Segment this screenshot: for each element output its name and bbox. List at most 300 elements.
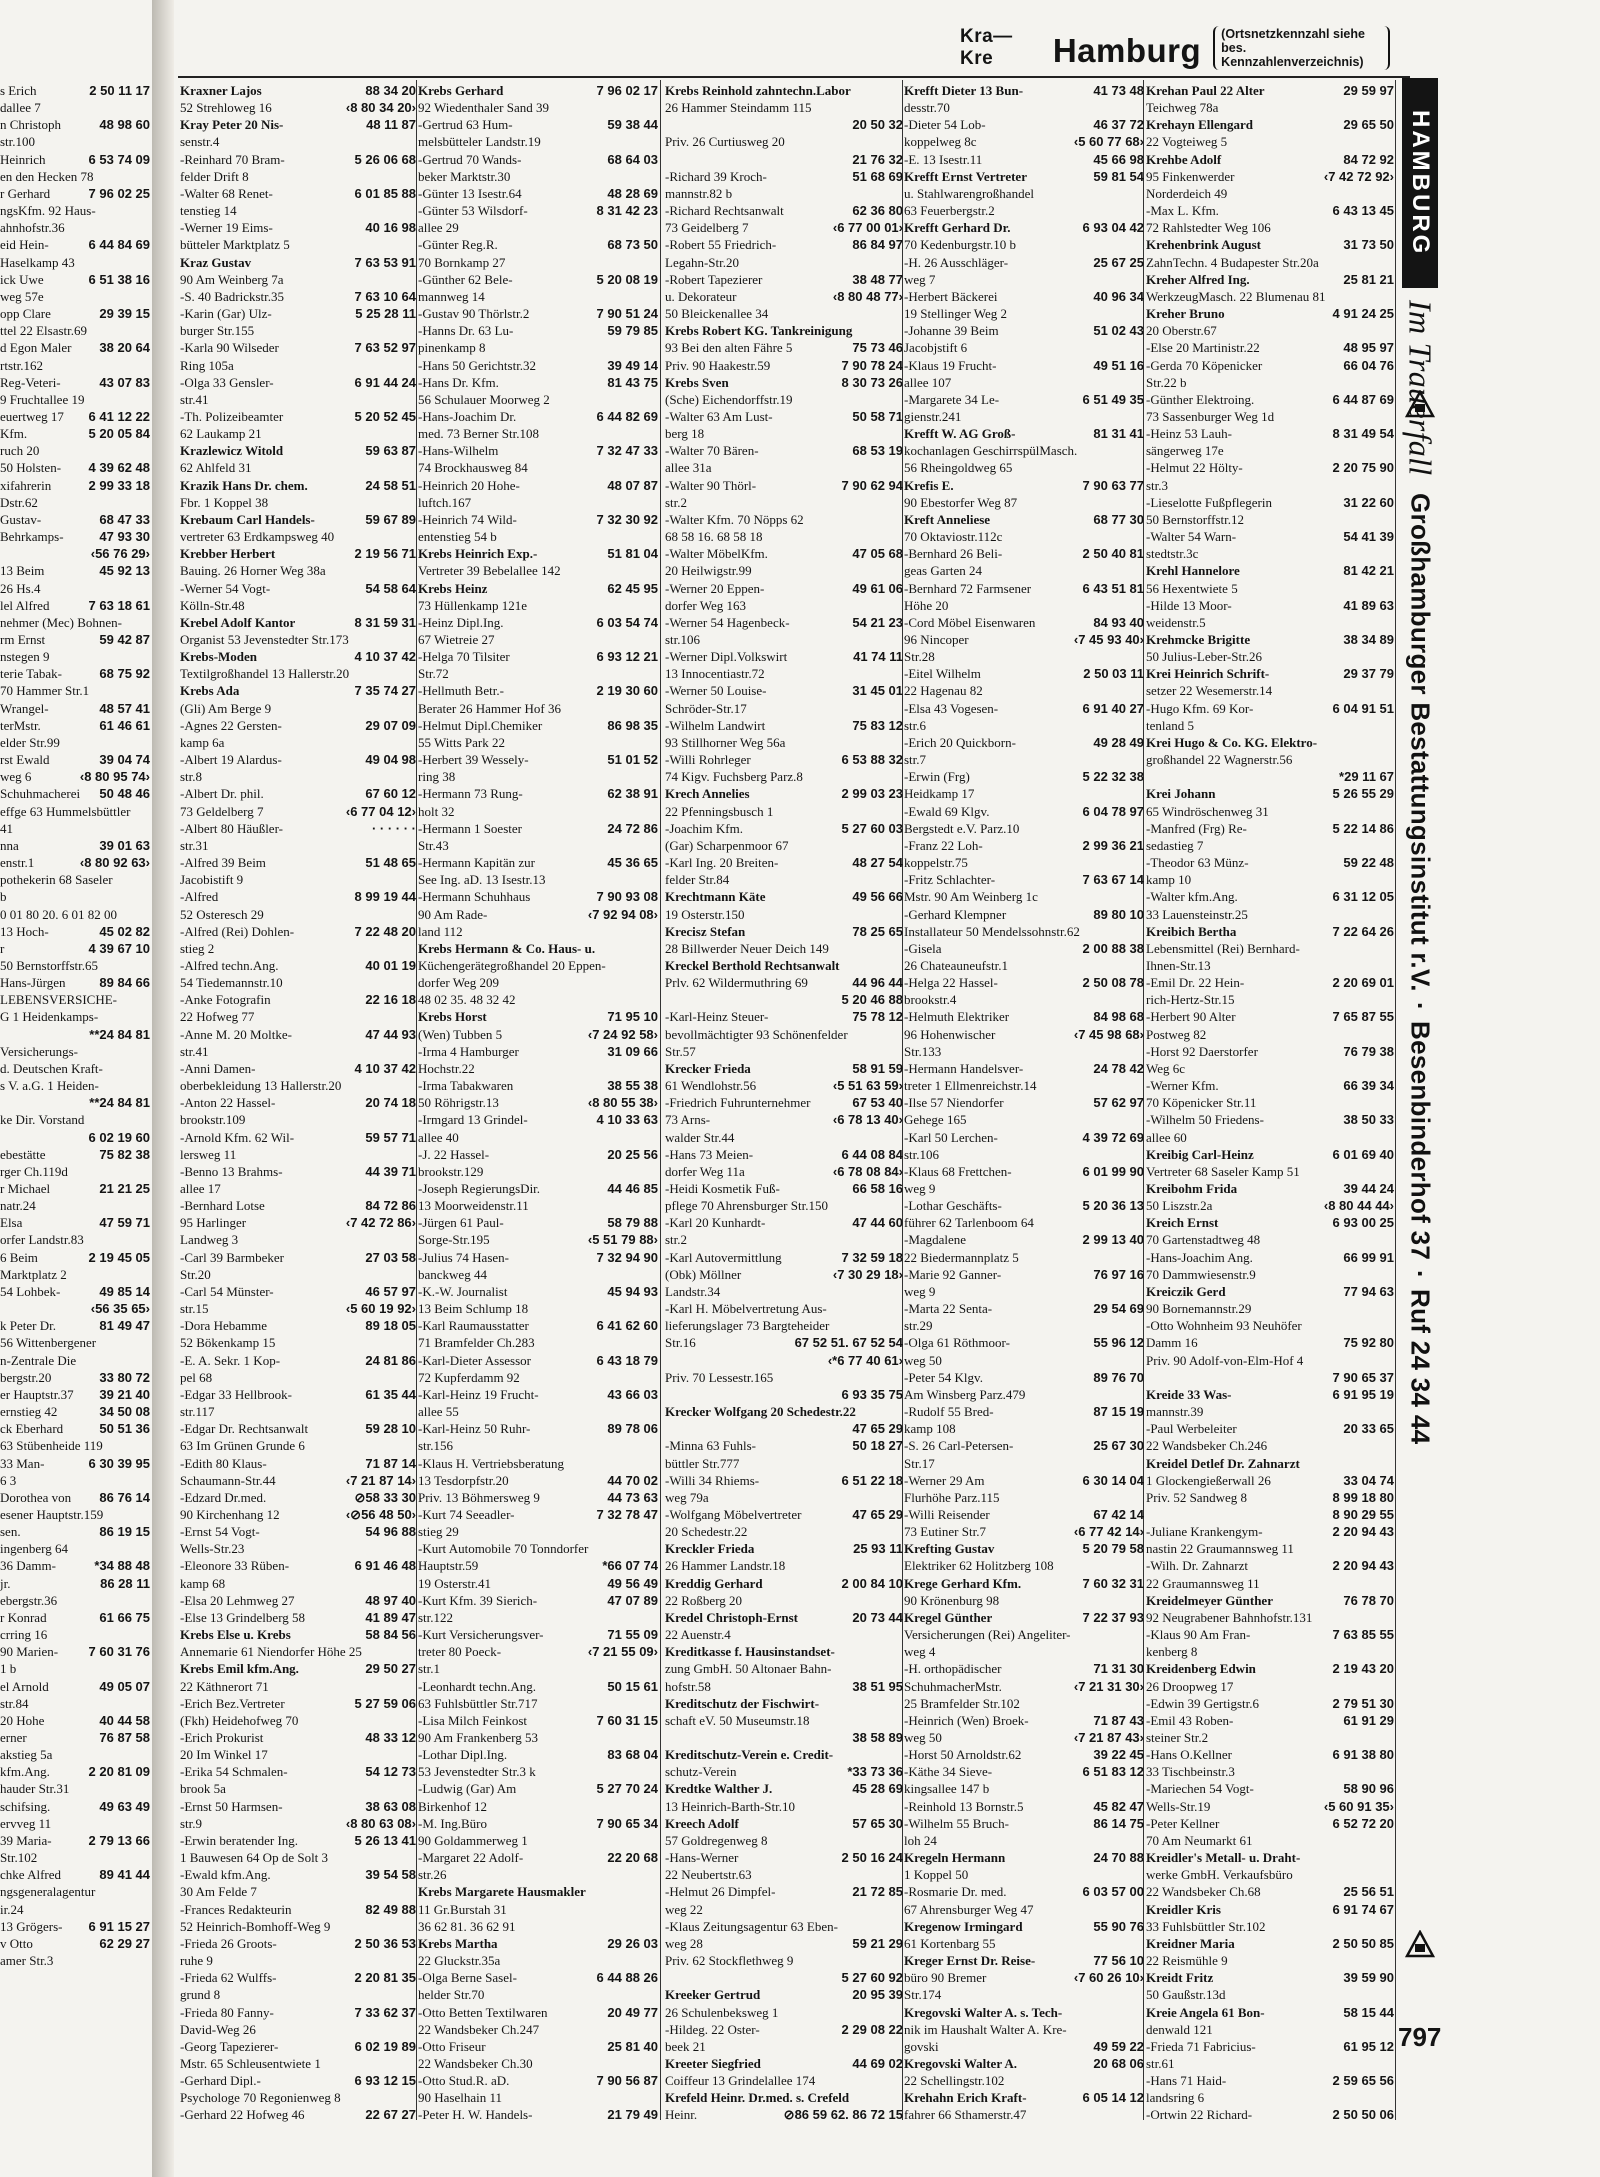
entry-text: Jacobistift 9 [180, 872, 244, 888]
entry-phone: 51 01 52 [607, 752, 658, 768]
entry-text: Krefting Gustav [904, 1541, 995, 1557]
directory-entry [1146, 1506, 1394, 1523]
entry-text: denwald 121 [1146, 2021, 1213, 2037]
entry-text: (Sche) Eichendorffstr.19 [665, 391, 793, 407]
directory-entry [180, 751, 416, 768]
entry-phone: 84 72 86 [365, 1198, 416, 1214]
entry-text: 62 Ahlfeld 31 [180, 460, 252, 476]
directory-entry [904, 1798, 1144, 1815]
directory-entry [1146, 854, 1394, 871]
entry-text: G 1 Heidenkamps- [0, 1009, 99, 1025]
entry-text: s V. a.G. 1 Heiden- [0, 1078, 99, 1094]
entry-phone: 6 91 38 80 [1332, 1747, 1394, 1763]
entry-text: -Kurt Kfm. 39 Sierich- [418, 1592, 538, 1608]
entry-text: ebergstr.36 [0, 1592, 58, 1608]
entry-phone: 81 42 21 [1343, 563, 1394, 579]
entry-phone: 51 68 69 [852, 168, 903, 184]
directory-entry [418, 991, 658, 1008]
directory-entry [665, 1231, 903, 1248]
entry-text: str.8 [180, 769, 203, 785]
entry-phone: 45 28 69 [852, 1781, 903, 1797]
directory-entry [180, 442, 416, 459]
entry-text: -Lieselotte Fußpflegerin [1146, 494, 1272, 510]
entry-phone: 6 02 19 89 [354, 2038, 416, 2054]
entry-text: Str.72 [418, 666, 449, 682]
entry-text: kamp 68 [180, 1575, 226, 1591]
directory-entry [418, 1455, 658, 1472]
entry-text: -Klaus 68 Frettchen- [904, 1163, 1012, 1179]
directory-entry [1146, 2072, 1394, 2089]
directory-entry [904, 2055, 1144, 2072]
entry-text: -Dora Hebamme [180, 1318, 267, 1334]
entry-text: Coiffeur 13 Grindelallee 174 [665, 2073, 816, 2089]
header-rule [178, 76, 1410, 78]
directory-entry [0, 545, 150, 562]
directory-entry [665, 820, 903, 837]
entry-phone: 6 04 91 51 [1332, 700, 1394, 716]
directory-entry [418, 597, 658, 614]
entry-phone: 62 38 91 [607, 786, 658, 802]
entry-phone: 7 63 85 55 [1332, 1627, 1394, 1643]
entry-phone: ‹8 80 63 08› [345, 1815, 416, 1831]
entry-phone: 24 78 42 [1093, 1060, 1144, 1076]
directory-entry [418, 339, 658, 356]
entry-text: 30 Am Felde 7 [180, 1884, 257, 1900]
entry-text: Kreiczik Gerd [1146, 1283, 1226, 1299]
entry-text: -Wilhelm 55 Bruch- [904, 1815, 1009, 1831]
entry-text: -Benno 13 Brahms- [180, 1163, 283, 1179]
entry-phone: 25 67 30 [1093, 1438, 1144, 1454]
directory-entry [0, 1609, 150, 1626]
entry-phone: 6 91 40 27 [1082, 700, 1144, 716]
entry-text: -Hildeg. 22 Oster- [665, 2021, 760, 2037]
entry-phone: 5 20 52 45 [354, 408, 416, 424]
entry-text: 50 Bernstorffstr.12 [1146, 511, 1244, 527]
directory-entry [180, 1918, 416, 1935]
directory-entry [0, 477, 150, 494]
directory-entry [1146, 717, 1394, 734]
directory-entry [418, 1403, 658, 1420]
entry-phone: 58 90 96 [1343, 1781, 1394, 1797]
directory-entry [1146, 785, 1394, 802]
entry-text: -Walter 90 Thörl- [665, 477, 757, 493]
entry-text: gienstr.241 [904, 408, 962, 424]
entry-phone: 39 21 40 [99, 1386, 150, 1402]
entry-text: 70 Köpenicker Str.11 [1146, 1095, 1257, 1111]
directory-entry [180, 1901, 416, 1918]
directory-entry [904, 322, 1144, 339]
entry-phone: 49 59 22 [1093, 2038, 1144, 2054]
entry-phone: 6 93 12 21 [596, 649, 658, 665]
entry-phone: ‹6 77 04 12› [345, 803, 416, 819]
entry-text: -Klaus H. Vertriebsberatung [418, 1455, 564, 1471]
directory-entry [180, 1832, 416, 1849]
entry-text: b [0, 889, 7, 905]
entry-text: -Werner 19 Eims- [180, 220, 273, 236]
directory-entry [180, 991, 416, 1008]
entry-text: 63 Im Grünen Grunde 6 [180, 1438, 305, 1454]
directory-entry [418, 785, 658, 802]
entry-phone: 67 42 14 [1093, 1506, 1144, 1522]
entry-text: nik im Haushalt Walter A. Kre- [904, 2021, 1067, 2037]
entry-phone: 38 51 95 [852, 1678, 903, 1694]
entry-phone: 7 32 30 92 [596, 511, 658, 527]
directory-entry [904, 1952, 1144, 1969]
entry-text: Weg 6c [1146, 1060, 1186, 1076]
entry-text: 70 Dammwiesenstr.9 [1146, 1266, 1256, 1282]
directory-entry [0, 1678, 150, 1695]
directory-entry [1146, 459, 1394, 476]
entry-text: walder Str.44 [665, 1129, 735, 1145]
entry-text: orfer Landstr.83 [0, 1232, 84, 1248]
entry-text: -Helmut 26 Dimpfel- [665, 1884, 776, 1900]
entry-phone: 6 44 84 69 [88, 237, 150, 253]
entry-phone: 51 81 04 [607, 546, 658, 562]
directory-entry [0, 1437, 150, 1454]
entry-phone: 6 44 88 26 [596, 1970, 658, 1986]
entry-phone: ‹7 60 26 10› [1073, 1970, 1144, 1986]
entry-phone: 50 15 61 [607, 1678, 658, 1694]
entry-text: str.41 [180, 391, 209, 407]
directory-entry [180, 1317, 416, 1334]
directory-entry [418, 1111, 658, 1128]
entry-text: 61 Wendlohstr.56 [665, 1078, 757, 1094]
entry-phone: 49 05 07 [99, 1678, 150, 1694]
entry-phone: 48 98 60 [99, 117, 150, 133]
entry-text: -Bernhard 26 Beli- [904, 546, 1003, 562]
directory-entry [904, 1129, 1144, 1146]
entry-text: Kreich Ernst [1146, 1215, 1219, 1231]
entry-phone: 5 25 28 11 [355, 306, 416, 322]
entry-phone: 54 21 23 [852, 614, 903, 630]
entry-phone: 47 93 30 [99, 529, 150, 545]
directory-entry [904, 1986, 1144, 2003]
directory-entry [180, 545, 416, 562]
entry-text: weg 28 [665, 1935, 703, 1951]
entry-text: Kray Peter 20 Nis- [180, 117, 284, 133]
directory-entry [904, 1575, 1144, 1592]
entry-phone: 50 18 27 [852, 1438, 903, 1454]
directory-entry [904, 1883, 1144, 1900]
directory-entry [904, 219, 1144, 236]
entry-phone: 89 76 70 [1093, 1369, 1144, 1385]
directory-entry [1146, 322, 1394, 339]
directory-entry [418, 545, 658, 562]
entry-text: allee 55 [418, 1404, 459, 1420]
directory-entry [418, 1180, 658, 1197]
entry-text: Postweg 82 [1146, 1026, 1207, 1042]
directory-entry [904, 1969, 1144, 1986]
entry-text: 70 Am Neumarkt 61 [1146, 1832, 1253, 1848]
entry-phone: 47 59 71 [99, 1215, 150, 1231]
directory-entry [0, 151, 150, 168]
directory-entry [904, 923, 1144, 940]
entry-phone: 59 21 29 [852, 1935, 903, 1951]
directory-entry [904, 1540, 1144, 1557]
directory-entry [665, 957, 903, 974]
entry-text: Kreidenberg Edwin [1146, 1661, 1256, 1677]
entry-text: brookstr.4 [904, 992, 957, 1008]
entry-phone: 41 89 63 [1343, 597, 1394, 613]
entry-text: -Klaus 19 Frucht- [904, 357, 997, 373]
entry-text: -Ewald 69 Klgv. [904, 803, 990, 819]
directory-column-1 [180, 82, 416, 2122]
entry-text: kingsallee 147 b [904, 1781, 990, 1797]
entry-text: 13 Beim [0, 563, 45, 579]
directory-entry [904, 803, 1144, 820]
directory-entry [1146, 1626, 1394, 1643]
entry-text: Str.22 b [1146, 374, 1187, 390]
entry-text: Str.57 [665, 1043, 696, 1059]
entry-phone: 2 29 08 22 [841, 2021, 903, 2037]
directory-entry [1146, 1026, 1394, 1043]
entry-phone: 81 31 41 [1093, 426, 1144, 442]
directory-entry [180, 957, 416, 974]
directory-entry [1146, 511, 1394, 528]
directory-entry [904, 133, 1144, 150]
directory-entry [418, 1712, 658, 1729]
directory-entry [418, 1866, 658, 1883]
entry-text: 73 Geldelberg 7 [180, 803, 264, 819]
directory-entry [180, 1266, 416, 1283]
entry-phone: 71 55 09 [607, 1627, 658, 1643]
directory-entry [0, 288, 150, 305]
entry-text: -Eitel Wilhelm [904, 666, 981, 682]
entry-text: kamp 6a [180, 734, 225, 750]
directory-entry [904, 442, 1144, 459]
directory-entry [1146, 1489, 1394, 1506]
entry-text: -Jürgen 61 Paul- [418, 1215, 504, 1231]
directory-entry [904, 151, 1144, 168]
directory-entry [1146, 1678, 1394, 1695]
entry-text: Textilgroßhandel 13 Hallerstr.20 [180, 666, 350, 682]
entry-text: rtstr.162 [0, 357, 43, 373]
directory-entry [665, 803, 903, 820]
entry-text: -Elsa 43 Vogesen- [904, 700, 999, 716]
entry-phone: 4 10 37 42 [354, 1060, 416, 1076]
directory-entry [0, 357, 150, 374]
directory-entry [180, 1352, 416, 1369]
entry-phone: 49 56 49 [607, 1575, 658, 1591]
entry-text: -Hanns Dr. 63 Lu- [418, 323, 514, 339]
directory-entry [418, 322, 658, 339]
entry-text: -Helmut Dipl.Chemiker [418, 717, 543, 733]
entry-phone: 5 20 05 84 [88, 426, 150, 442]
entry-text: weg 57e [0, 288, 44, 304]
entry-text: stieg 2 [180, 940, 215, 956]
entry-text: -Willi 34 Rhiems- [665, 1472, 760, 1488]
entry-text: -Horst 92 Daerstorfer [1146, 1043, 1258, 1059]
entry-phone: 58 15 44 [1343, 2004, 1394, 2020]
entry-phone: 21 21 25 [99, 1181, 150, 1196]
entry-phone: 21 76 32 [852, 151, 903, 167]
entry-text: 19 Stellinger Weg 2 [904, 306, 1008, 322]
entry-phone: 2 20 81 09 [88, 1764, 150, 1780]
directory-entry [418, 477, 658, 494]
entry-phone: 62 29 27 [99, 1935, 150, 1951]
entry-text: Ihnen-Str.13 [1146, 957, 1211, 973]
entry-text: ahnhofstr.36 [0, 220, 65, 236]
entry-text: 36 62 81. 36 62 91 [418, 1918, 516, 1934]
entry-text: d Egon Maler [0, 340, 72, 356]
directory-entry [665, 202, 903, 219]
entry-text: 73 Arns- [665, 1112, 711, 1128]
directory-entry [904, 854, 1144, 871]
entry-text: 61 Kortenbarg 55 [904, 1935, 996, 1951]
directory-entry [904, 1849, 1144, 1866]
entry-text: Kreditkasse f. Hausinstandset- [665, 1644, 835, 1660]
funeral-logo-icon [1405, 1930, 1435, 1960]
directory-entry [904, 1506, 1144, 1523]
entry-text: 56 Wittenbergener [0, 1335, 97, 1351]
entry-phone: 61 91 29 [1343, 1712, 1394, 1728]
entry-phone: 6 04 78 97 [1082, 803, 1144, 819]
directory-entry [418, 494, 658, 511]
directory-entry [0, 1420, 150, 1437]
entry-phone: 2 20 94 43 [1332, 1524, 1394, 1540]
directory-entry [1146, 1077, 1394, 1094]
entry-text: -Bernhard Lotse [180, 1198, 265, 1214]
entry-phone: 6 01 69 40 [1332, 1146, 1394, 1162]
entry-text: Psychologe 70 Regonienweg 8 [180, 2090, 341, 2106]
directory-entry [1146, 374, 1394, 391]
directory-entry [0, 1523, 150, 1540]
directory-entry [0, 1369, 150, 1386]
directory-entry [180, 459, 416, 476]
entry-phone: 38 55 38 [607, 1078, 658, 1094]
entry-text: Kregovski Walter A. [904, 2055, 1018, 2071]
directory-entry [1146, 477, 1394, 494]
directory-entry [665, 1798, 903, 1815]
entry-phone: 45 82 47 [1093, 1798, 1144, 1814]
directory-entry [904, 1369, 1144, 1386]
entry-text: allee 107 [904, 374, 952, 390]
directory-entry [1146, 236, 1394, 253]
directory-entry [665, 1832, 903, 1849]
entry-text: hofstr.58 [665, 1678, 711, 1694]
entry-text: s Erich [0, 83, 37, 98]
entry-text: 73 Sassenburger Weg 1d [1146, 408, 1275, 424]
directory-entry [904, 957, 1144, 974]
entry-text: 19 Osterstr.41 [418, 1575, 491, 1591]
directory-entry [665, 597, 903, 614]
entry-phone: 39 44 24 [1343, 1181, 1394, 1196]
entry-phone: 89 41 44 [99, 1867, 150, 1883]
entry-phone: 39 59 90 [1343, 1970, 1394, 1986]
directory-entry [418, 1146, 658, 1163]
directory-entry [665, 219, 903, 236]
entry-text: 22 Wandsbeker Ch.68 [1146, 1884, 1261, 1900]
entry-text: str.84 [0, 1695, 29, 1711]
entry-text: weg 50 [904, 1730, 942, 1745]
directory-entry [665, 923, 903, 940]
entry-text: weg 22 [665, 1901, 703, 1917]
directory-entry [665, 1866, 903, 1883]
entry-text: SchuhmacherMstr. [904, 1678, 1002, 1694]
directory-entry [180, 185, 416, 202]
entry-text: 22 Roßberg 20 [665, 1592, 743, 1608]
entry-text: -Hellmuth Betr.- [418, 683, 504, 699]
entry-text: -Lothar Dipl.Ing. [418, 1747, 508, 1763]
ad-separator: · [1405, 1002, 1436, 1012]
entry-phone: 40 44 58 [99, 1712, 150, 1728]
directory-entry [418, 1592, 658, 1609]
directory-entry [1146, 2021, 1394, 2038]
entry-text: 90 Bornemannstr.29 [1146, 1301, 1252, 1317]
directory-entry [418, 854, 658, 871]
directory-entry [665, 408, 903, 425]
entry-text: Kregeln Hermann [904, 1850, 1006, 1866]
directory-entry [665, 1266, 903, 1283]
entry-phone: 2 50 50 85 [1332, 1935, 1394, 1951]
directory-entry [904, 305, 1144, 322]
directory-entry [180, 1077, 416, 1094]
directory-entry [904, 1815, 1144, 1832]
entry-text: -Hugo Kfm. 69 Kor- [1146, 700, 1254, 716]
directory-entry [0, 1214, 150, 1231]
entry-phone: 4 10 33 63 [596, 1112, 658, 1128]
entry-phone: 39 54 58 [365, 1867, 416, 1883]
entry-text: weg 9 [904, 1181, 936, 1196]
directory-entry [0, 1815, 150, 1832]
directory-entry [418, 1489, 658, 1506]
directory-entry [1146, 871, 1394, 888]
directory-entry [665, 580, 903, 597]
directory-entry [904, 820, 1144, 837]
directory-entry [180, 322, 416, 339]
directory-entry [1146, 597, 1394, 614]
entry-text: -Karl Raumausstatter [418, 1318, 529, 1334]
entry-phone: 57 62 97 [1093, 1095, 1144, 1111]
entry-text: Kreckler Frieda [665, 1541, 755, 1557]
entry-phone: 68 64 03 [607, 151, 658, 167]
entry-text: 22 Graumannsweg 11 [1146, 1575, 1260, 1591]
entry-text: geas Garten 24 [904, 563, 982, 579]
directory-entry [904, 940, 1144, 957]
entry-phone: 46 37 72 [1093, 117, 1144, 133]
directory-entry [665, 1077, 903, 1094]
directory-entry [1146, 494, 1394, 511]
entry-text: 73 Hüllenkamp 121e [418, 597, 528, 613]
entry-phone: 66 99 91 [1343, 1249, 1394, 1265]
directory-entry [1146, 1575, 1394, 1592]
entry-text: str.117 [180, 1404, 215, 1420]
directory-entry [665, 1043, 903, 1060]
entry-text: loh 24 [904, 1832, 937, 1848]
entry-text: 26 Droopweg 17 [1146, 1678, 1234, 1694]
entry-phone: 71 31 30 [1093, 1661, 1144, 1677]
entry-phone: 57 65 30 [852, 1815, 903, 1831]
entry-phone: ‹7 42 72 86› [345, 1215, 416, 1231]
entry-text: esener Hauptstr.159 [0, 1506, 104, 1522]
ad-script-text: Im Trauerfall [1402, 300, 1439, 476]
directory-entry [0, 991, 150, 1008]
page-header [960, 24, 1390, 70]
entry-text: chke Alfred [0, 1867, 62, 1883]
entry-text: -Edwin 39 Gertigstr.6 [1146, 1695, 1260, 1711]
directory-entry [0, 803, 150, 820]
entry-phone: 76 97 16 [1093, 1266, 1144, 1282]
entry-text: -E. 13 Isestr.11 [904, 151, 983, 167]
entry-phone: 6 30 39 95 [88, 1455, 150, 1471]
directory-entry [180, 631, 416, 648]
entry-phone: 44 69 02 [852, 2055, 903, 2071]
entry-text: Kreidler Kris [1146, 1901, 1221, 1917]
directory-entry [180, 1283, 416, 1300]
entry-text: Lebensmittel (Rei) Bernhard- [1146, 940, 1300, 956]
directory-entry [418, 682, 658, 699]
entry-text: 90 Marien- [0, 1644, 59, 1660]
